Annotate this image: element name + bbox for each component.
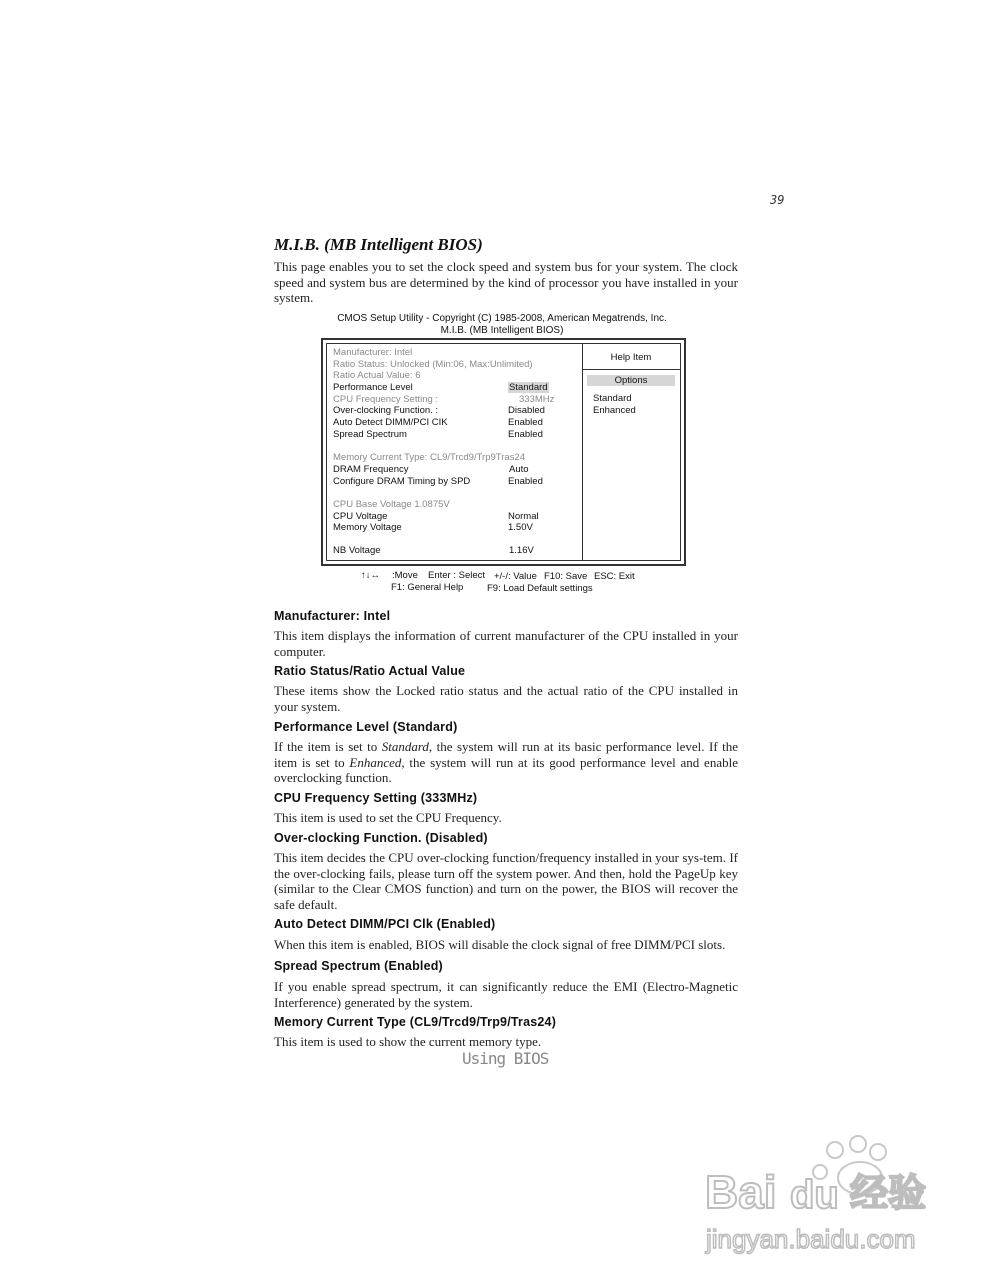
section-title: M.I.B. (MB Intelligent BIOS): [274, 235, 483, 254]
text-spread-spectrum: If you enable spread spectrum, it can significantly reduce the EMI (Electro-Magnetic Interference) generated by the system.: [274, 979, 738, 1010]
bios-row-memory-voltage[interactable]: Memory Voltage: [333, 522, 402, 533]
text-memory-type: This item is used to show the current memory type.: [274, 1034, 542, 1049]
legend-esc: ESC: Exit: [594, 571, 635, 582]
page-number: 39: [770, 193, 785, 207]
bios-row-spread-spectrum[interactable]: Spread Spectrum: [333, 429, 407, 440]
legend-value: +/-/: Value: [494, 571, 537, 582]
bios-row-auto-detect[interactable]: Auto Detect DIMM/PCI CIK: [333, 417, 448, 428]
heading-auto-detect: Auto Detect DIMM/PCI Clk (Enabled): [274, 917, 496, 931]
bios-value-cpu-frequency: 333MHz: [519, 394, 555, 405]
bios-value-dram-frequency[interactable]: Auto: [509, 464, 529, 475]
bios-value-cpu-voltage[interactable]: Normal: [508, 511, 539, 522]
legend-f9: F9: Load Default settings: [487, 583, 593, 594]
heading-spread-spectrum: Spread Spectrum (Enabled): [274, 959, 443, 973]
baidu-watermark-logo: [700, 1130, 960, 1260]
svg-text:Bai: Bai: [705, 1166, 777, 1218]
bios-value-overclocking[interactable]: Disabled: [508, 405, 545, 416]
help-separator: [583, 369, 681, 370]
bios-row-manufacturer: Manufacturer: Intel: [333, 347, 413, 358]
bios-row-cpu-frequency: CPU Frequency Setting :: [333, 394, 439, 405]
legend-f10: F10: Save: [544, 571, 588, 582]
bios-row-overclocking[interactable]: Over-clocking Function. :: [333, 405, 439, 416]
arrow-keys-icon: ↑↓↔: [361, 570, 380, 581]
bios-row-dram-timing[interactable]: Configure DRAM Timing by SPD: [333, 476, 471, 487]
footer-chapter: Using BIOS: [462, 1049, 549, 1068]
options-label: Options: [587, 375, 675, 386]
bios-row-memory-type: Memory Current Type: CL9/Trcd9/Trp9Tras24: [333, 452, 525, 463]
bios-header: [310, 313, 694, 337]
heading-overclocking: Over-clocking Function. (Disabled): [274, 831, 488, 845]
bios-row-ratio-status: Ratio Status: Unlocked (Min:06, Max:Unlimited): [333, 359, 533, 370]
heading-performance-level: Performance Level (Standard): [274, 720, 458, 734]
bios-value-nb-voltage[interactable]: 1.16V: [509, 545, 534, 556]
text-performance-level: If the item is set to Standard, the system will run at its basic performance level. If the item is set to Enhanced, the system will run at its good performance level and enable overclocking function.: [274, 739, 738, 785]
help-item-title: Help Item: [610, 352, 652, 363]
bios-header-title: M.I.B. (MB Intelligent BIOS): [440, 325, 564, 336]
bios-value-spread-spectrum[interactable]: Enabled: [508, 429, 543, 440]
bios-header-copyright: CMOS Setup Utility - Copyright (C) 1985-2008, American Megatrends, Inc.: [337, 313, 667, 324]
text-ratio-status: These items show the Locked ratio status and the actual ratio of the CPU installed in your system.: [274, 683, 738, 714]
bios-value-auto-detect[interactable]: Enabled: [508, 417, 543, 428]
text-manufacturer: This item displays the information of current manufacturer of the CPU installed in your computer.: [274, 628, 738, 659]
option-standard[interactable]: Standard: [593, 393, 632, 404]
bios-row-nb-voltage[interactable]: NB Voltage: [333, 545, 381, 556]
bios-row-dram-frequency[interactable]: DRAM Frequency: [333, 464, 409, 475]
bios-row-performance-level[interactable]: Performance Level: [333, 382, 413, 393]
heading-cpu-frequency: CPU Frequency Setting (333MHz): [274, 791, 478, 805]
bios-row-cpu-base-voltage: CPU Base Voltage 1.0875V: [333, 499, 450, 510]
text-cpu-frequency: This item is used to set the CPU Frequency.: [274, 810, 502, 825]
option-enhanced[interactable]: Enhanced: [593, 405, 636, 416]
text-overclocking: This item decides the CPU over-clocking function/frequency installed in your sys-tem. If the over-clocking fails, please turn off the system power. And then, hold the PageUp key (similar to the Clear CMOS function) and turn on the power, the BIOS will recover the safe default.: [274, 850, 738, 912]
heading-memory-type: Memory Current Type (CL9/Trcd9/Trp9/Tras24): [274, 1015, 557, 1029]
bios-value-dram-timing[interactable]: Enabled: [508, 476, 543, 487]
legend-enter: Enter : Select: [428, 570, 486, 581]
legend-f1: F1: General Help: [391, 582, 464, 593]
bios-panel-divider: [582, 343, 583, 561]
bios-row-cpu-voltage[interactable]: CPU Voltage: [333, 511, 388, 522]
svg-text:经验: 经验: [850, 1171, 927, 1215]
bios-row-ratio-actual: Ratio Actual Value: 6: [333, 370, 421, 381]
selected-value-highlight: Standard: [509, 382, 548, 393]
heading-ratio-status: Ratio Status/Ratio Actual Value: [274, 664, 466, 678]
text-auto-detect: When this item is enabled, BIOS will disable the clock signal of free DIMM/PCI slots.: [274, 937, 726, 952]
bios-value-memory-voltage[interactable]: 1.50V: [508, 522, 533, 533]
legend-move: :Move: [392, 570, 418, 581]
heading-manufacturer: Manufacturer: Intel: [274, 609, 391, 623]
bios-value-performance-level[interactable]: [508, 382, 549, 393]
svg-text:jingyan.baidu.com: jingyan.baidu.com: [706, 1224, 916, 1254]
intro-paragraph: This page enables you to set the clock speed and system bus for your system. The clock speed and system bus are determined by the kind of processor you have installed in your system.: [274, 259, 738, 305]
svg-text:du: du: [790, 1173, 839, 1217]
